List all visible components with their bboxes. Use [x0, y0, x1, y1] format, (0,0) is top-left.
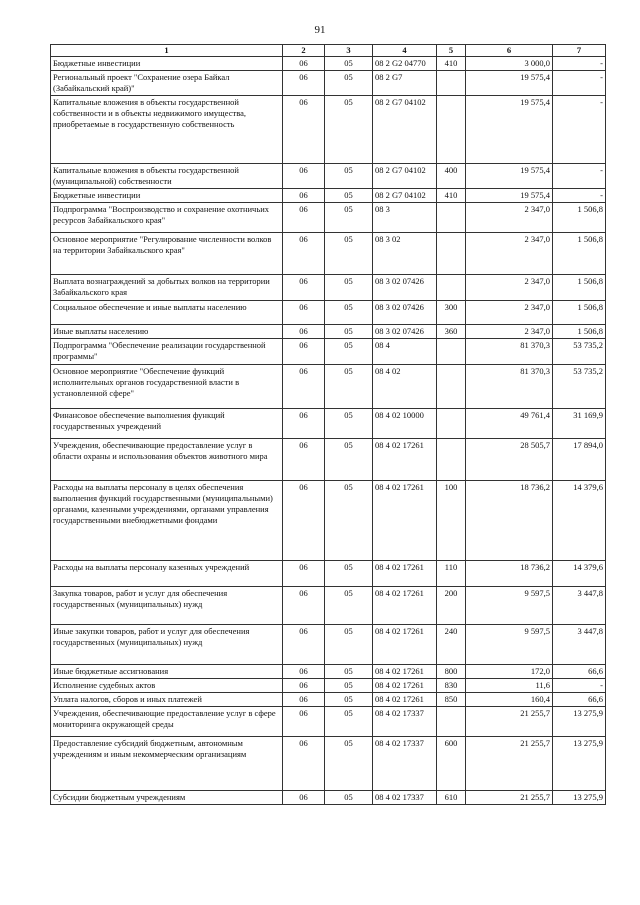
cell-subsection: 05	[325, 339, 373, 365]
cell-expense-type	[437, 707, 466, 737]
cell-amount-2: 1 506,8	[553, 203, 606, 233]
cell-name: Иные закупки товаров, работ и услуг для обеспечения государственных (муниципальных) нужд	[51, 625, 283, 665]
cell-amount-1: 2 347,0	[466, 325, 553, 339]
cell-amount-2: 66,6	[553, 693, 606, 707]
cell-section: 06	[283, 275, 325, 301]
cell-amount-1: 81 370,3	[466, 365, 553, 409]
header-cell-1: 1	[51, 45, 283, 57]
cell-section: 06	[283, 791, 325, 805]
cell-amount-2: 31 169,9	[553, 409, 606, 439]
table-row	[51, 625, 606, 665]
cell-subsection: 05	[325, 233, 373, 275]
cell-target-code: 08 4 02 10000	[373, 409, 437, 439]
cell-section: 06	[283, 587, 325, 625]
cell-name: Уплата налогов, сборов и иных платежей	[51, 693, 283, 707]
cell-target-code: 08 4 02 17261	[373, 693, 437, 707]
cell-section: 06	[283, 57, 325, 71]
table-row	[51, 96, 606, 164]
cell-section: 06	[283, 561, 325, 587]
table-row	[51, 325, 606, 339]
cell-section: 06	[283, 693, 325, 707]
cell-amount-2: -	[553, 71, 606, 96]
cell-subsection: 05	[325, 409, 373, 439]
cell-name: Иные бюджетные ассигнования	[51, 665, 283, 679]
cell-subsection: 05	[325, 57, 373, 71]
cell-name: Расходы на выплаты персоналу в целях обеспечения выполнения функций государственными (муниципальными) органами, казенными учреждениями, органами управления государственными внебюджетными фондами	[51, 481, 283, 561]
cell-amount-1: 9 597,5	[466, 587, 553, 625]
cell-expense-type	[437, 71, 466, 96]
cell-expense-type: 850	[437, 693, 466, 707]
cell-name: Капитальные вложения в объекты государственной собственности и в объекты недвижимого имущества, приобретаемые в государственную собственность	[51, 96, 283, 164]
table-row	[51, 791, 606, 805]
cell-section: 06	[283, 365, 325, 409]
cell-section: 06	[283, 707, 325, 737]
cell-expense-type: 600	[437, 737, 466, 791]
cell-expense-type: 110	[437, 561, 466, 587]
cell-target-code: 08 4 02 17261	[373, 665, 437, 679]
header-cell-4: 4	[373, 45, 437, 57]
table-row	[51, 233, 606, 275]
table-row	[51, 587, 606, 625]
cell-amount-1: 160,4	[466, 693, 553, 707]
cell-section: 06	[283, 189, 325, 203]
cell-amount-2: -	[553, 679, 606, 693]
cell-subsection: 05	[325, 365, 373, 409]
cell-subsection: 05	[325, 737, 373, 791]
cell-amount-1: 81 370,3	[466, 339, 553, 365]
cell-target-code: 08 3 02 07426	[373, 301, 437, 325]
header-cell-6: 6	[466, 45, 553, 57]
cell-amount-2: 1 506,8	[553, 275, 606, 301]
table-row	[51, 189, 606, 203]
cell-subsection: 05	[325, 325, 373, 339]
cell-target-code: 08 2 G7 04102	[373, 164, 437, 189]
cell-section: 06	[283, 325, 325, 339]
cell-subsection: 05	[325, 203, 373, 233]
cell-expense-type: 830	[437, 679, 466, 693]
table-row	[51, 57, 606, 71]
table-row	[51, 164, 606, 189]
cell-amount-1: 9 597,5	[466, 625, 553, 665]
page-number: 91	[314, 24, 326, 36]
cell-amount-2: 3 447,8	[553, 625, 606, 665]
cell-section: 06	[283, 439, 325, 481]
cell-amount-1: 19 575,4	[466, 96, 553, 164]
cell-amount-2: -	[553, 164, 606, 189]
cell-amount-1: 18 736,2	[466, 561, 553, 587]
header-cell-2: 2	[283, 45, 325, 57]
cell-expense-type: 200	[437, 587, 466, 625]
budget-table	[50, 44, 606, 805]
cell-section: 06	[283, 164, 325, 189]
cell-subsection: 05	[325, 587, 373, 625]
cell-target-code: 08 3	[373, 203, 437, 233]
cell-target-code: 08 2 G7 04102	[373, 96, 437, 164]
cell-amount-1: 28 505,7	[466, 439, 553, 481]
cell-amount-2: 14 379,6	[553, 561, 606, 587]
cell-section: 06	[283, 665, 325, 679]
cell-target-code: 08 4 02 17261	[373, 561, 437, 587]
cell-amount-2: 3 447,8	[553, 587, 606, 625]
cell-expense-type	[437, 409, 466, 439]
cell-section: 06	[283, 481, 325, 561]
cell-subsection: 05	[325, 625, 373, 665]
cell-amount-2: 13 275,9	[553, 707, 606, 737]
cell-subsection: 05	[325, 679, 373, 693]
cell-name: Региональный проект "Сохранение озера Байкал (Забайкальский край)"	[51, 71, 283, 96]
table-header-row	[51, 45, 606, 57]
table-row	[51, 275, 606, 301]
cell-amount-1: 21 255,7	[466, 737, 553, 791]
cell-target-code: 08 3 02 07426	[373, 275, 437, 301]
cell-name: Капитальные вложения в объекты государственной (муниципальной) собственности	[51, 164, 283, 189]
cell-expense-type	[437, 365, 466, 409]
cell-name: Предоставление субсидий бюджетным, автономным учреждениям и иным некоммерческим организациям	[51, 737, 283, 791]
cell-name: Подпрограмма "Обеспечение реализации государственной программы"	[51, 339, 283, 365]
cell-section: 06	[283, 203, 325, 233]
cell-amount-2: 66,6	[553, 665, 606, 679]
cell-section: 06	[283, 96, 325, 164]
cell-expense-type: 100	[437, 481, 466, 561]
cell-subsection: 05	[325, 96, 373, 164]
cell-name: Подпрограмма "Воспроизводство и сохранение охотничьих ресурсов Забайкальского края"	[51, 203, 283, 233]
cell-amount-1: 49 761,4	[466, 409, 553, 439]
cell-amount-1: 11,6	[466, 679, 553, 693]
cell-name: Исполнение судебных актов	[51, 679, 283, 693]
table-row	[51, 561, 606, 587]
cell-subsection: 05	[325, 561, 373, 587]
cell-subsection: 05	[325, 693, 373, 707]
cell-section: 06	[283, 409, 325, 439]
cell-target-code: 08 3 02 07426	[373, 325, 437, 339]
cell-amount-2: 13 275,9	[553, 737, 606, 791]
cell-amount-2: 1 506,8	[553, 233, 606, 275]
cell-subsection: 05	[325, 791, 373, 805]
cell-subsection: 05	[325, 301, 373, 325]
cell-name: Учреждения, обеспечивающие предоставление услуг в сфере мониторинга окружающей среды	[51, 707, 283, 737]
cell-amount-1: 2 347,0	[466, 275, 553, 301]
cell-expense-type: 410	[437, 57, 466, 71]
cell-amount-2: 13 275,9	[553, 791, 606, 805]
cell-target-code: 08 4 02 17261	[373, 439, 437, 481]
cell-expense-type: 300	[437, 301, 466, 325]
cell-expense-type: 240	[437, 625, 466, 665]
cell-expense-type	[437, 96, 466, 164]
cell-expense-type	[437, 439, 466, 481]
cell-amount-1: 21 255,7	[466, 791, 553, 805]
cell-subsection: 05	[325, 707, 373, 737]
cell-expense-type	[437, 203, 466, 233]
header-cell-3: 3	[325, 45, 373, 57]
cell-subsection: 05	[325, 164, 373, 189]
cell-amount-2: -	[553, 96, 606, 164]
table-body	[51, 57, 606, 805]
cell-name: Финансовое обеспечение выполнения функций государственных учреждений	[51, 409, 283, 439]
cell-amount-2: 53 735,2	[553, 339, 606, 365]
cell-section: 06	[283, 339, 325, 365]
cell-amount-1: 3 000,0	[466, 57, 553, 71]
table-row	[51, 679, 606, 693]
cell-amount-1: 19 575,4	[466, 189, 553, 203]
cell-subsection: 05	[325, 275, 373, 301]
header-cell-7: 7	[553, 45, 606, 57]
table-row	[51, 707, 606, 737]
table-row	[51, 693, 606, 707]
cell-target-code: 08 2 G7	[373, 71, 437, 96]
cell-amount-1: 19 575,4	[466, 164, 553, 189]
cell-section: 06	[283, 679, 325, 693]
cell-amount-1: 21 255,7	[466, 707, 553, 737]
cell-name: Иные выплаты населению	[51, 325, 283, 339]
cell-expense-type	[437, 339, 466, 365]
cell-amount-1: 18 736,2	[466, 481, 553, 561]
cell-subsection: 05	[325, 71, 373, 96]
cell-amount-1: 172,0	[466, 665, 553, 679]
cell-subsection: 05	[325, 481, 373, 561]
cell-name: Расходы на выплаты персоналу казенных учреждений	[51, 561, 283, 587]
table-row	[51, 439, 606, 481]
table-row	[51, 665, 606, 679]
cell-section: 06	[283, 71, 325, 96]
table-row	[51, 365, 606, 409]
cell-target-code: 08 2 G2 04770	[373, 57, 437, 71]
cell-target-code: 08 4 02 17261	[373, 679, 437, 693]
table-row	[51, 409, 606, 439]
cell-expense-type	[437, 233, 466, 275]
cell-name: Закупка товаров, работ и услуг для обеспечения государственных (муниципальных) нужд	[51, 587, 283, 625]
cell-expense-type: 800	[437, 665, 466, 679]
cell-target-code: 08 4 02 17261	[373, 587, 437, 625]
cell-subsection: 05	[325, 189, 373, 203]
cell-amount-1: 2 347,0	[466, 233, 553, 275]
cell-expense-type: 400	[437, 164, 466, 189]
header-cell-5: 5	[437, 45, 466, 57]
cell-expense-type	[437, 275, 466, 301]
cell-target-code: 08 3 02	[373, 233, 437, 275]
table-row	[51, 203, 606, 233]
cell-name: Субсидии бюджетным учреждениям	[51, 791, 283, 805]
cell-expense-type: 360	[437, 325, 466, 339]
cell-amount-1: 2 347,0	[466, 203, 553, 233]
cell-target-code: 08 4	[373, 339, 437, 365]
cell-amount-2: -	[553, 189, 606, 203]
cell-name: Бюджетные инвестиции	[51, 57, 283, 71]
cell-expense-type: 610	[437, 791, 466, 805]
cell-amount-2: 1 506,8	[553, 301, 606, 325]
cell-section: 06	[283, 301, 325, 325]
table-row	[51, 481, 606, 561]
cell-subsection: 05	[325, 665, 373, 679]
cell-section: 06	[283, 625, 325, 665]
table-row	[51, 71, 606, 96]
cell-amount-2: 1 506,8	[553, 325, 606, 339]
cell-target-code: 08 4 02 17337	[373, 707, 437, 737]
table-row	[51, 339, 606, 365]
cell-section: 06	[283, 737, 325, 791]
cell-amount-1: 19 575,4	[466, 71, 553, 96]
cell-target-code: 08 4 02 17337	[373, 737, 437, 791]
cell-name: Основное мероприятие "Регулирование численности волков на территории Забайкальского края"	[51, 233, 283, 275]
cell-target-code: 08 4 02 17261	[373, 625, 437, 665]
cell-name: Основное мероприятие "Обеспечение функций исполнительных органов государственной власти в установленной сфере"	[51, 365, 283, 409]
cell-name: Выплата вознаграждений за добытых волков на территории Забайкальского края	[51, 275, 283, 301]
cell-expense-type: 410	[437, 189, 466, 203]
cell-name: Бюджетные инвестиции	[51, 189, 283, 203]
cell-subsection: 05	[325, 439, 373, 481]
cell-amount-2: 17 894,0	[553, 439, 606, 481]
cell-name: Учреждения, обеспечивающие предоставление услуг в области охраны и использования объектов животного мира	[51, 439, 283, 481]
cell-target-code: 08 4 02 17337	[373, 791, 437, 805]
cell-name: Социальное обеспечение и иные выплаты населению	[51, 301, 283, 325]
cell-amount-2: -	[553, 57, 606, 71]
cell-target-code: 08 4 02 17261	[373, 481, 437, 561]
cell-target-code: 08 4 02	[373, 365, 437, 409]
cell-amount-2: 53 735,2	[553, 365, 606, 409]
cell-section: 06	[283, 233, 325, 275]
table-row	[51, 301, 606, 325]
cell-amount-2: 14 379,6	[553, 481, 606, 561]
cell-target-code: 08 2 G7 04102	[373, 189, 437, 203]
cell-amount-1: 2 347,0	[466, 301, 553, 325]
table-row	[51, 737, 606, 791]
